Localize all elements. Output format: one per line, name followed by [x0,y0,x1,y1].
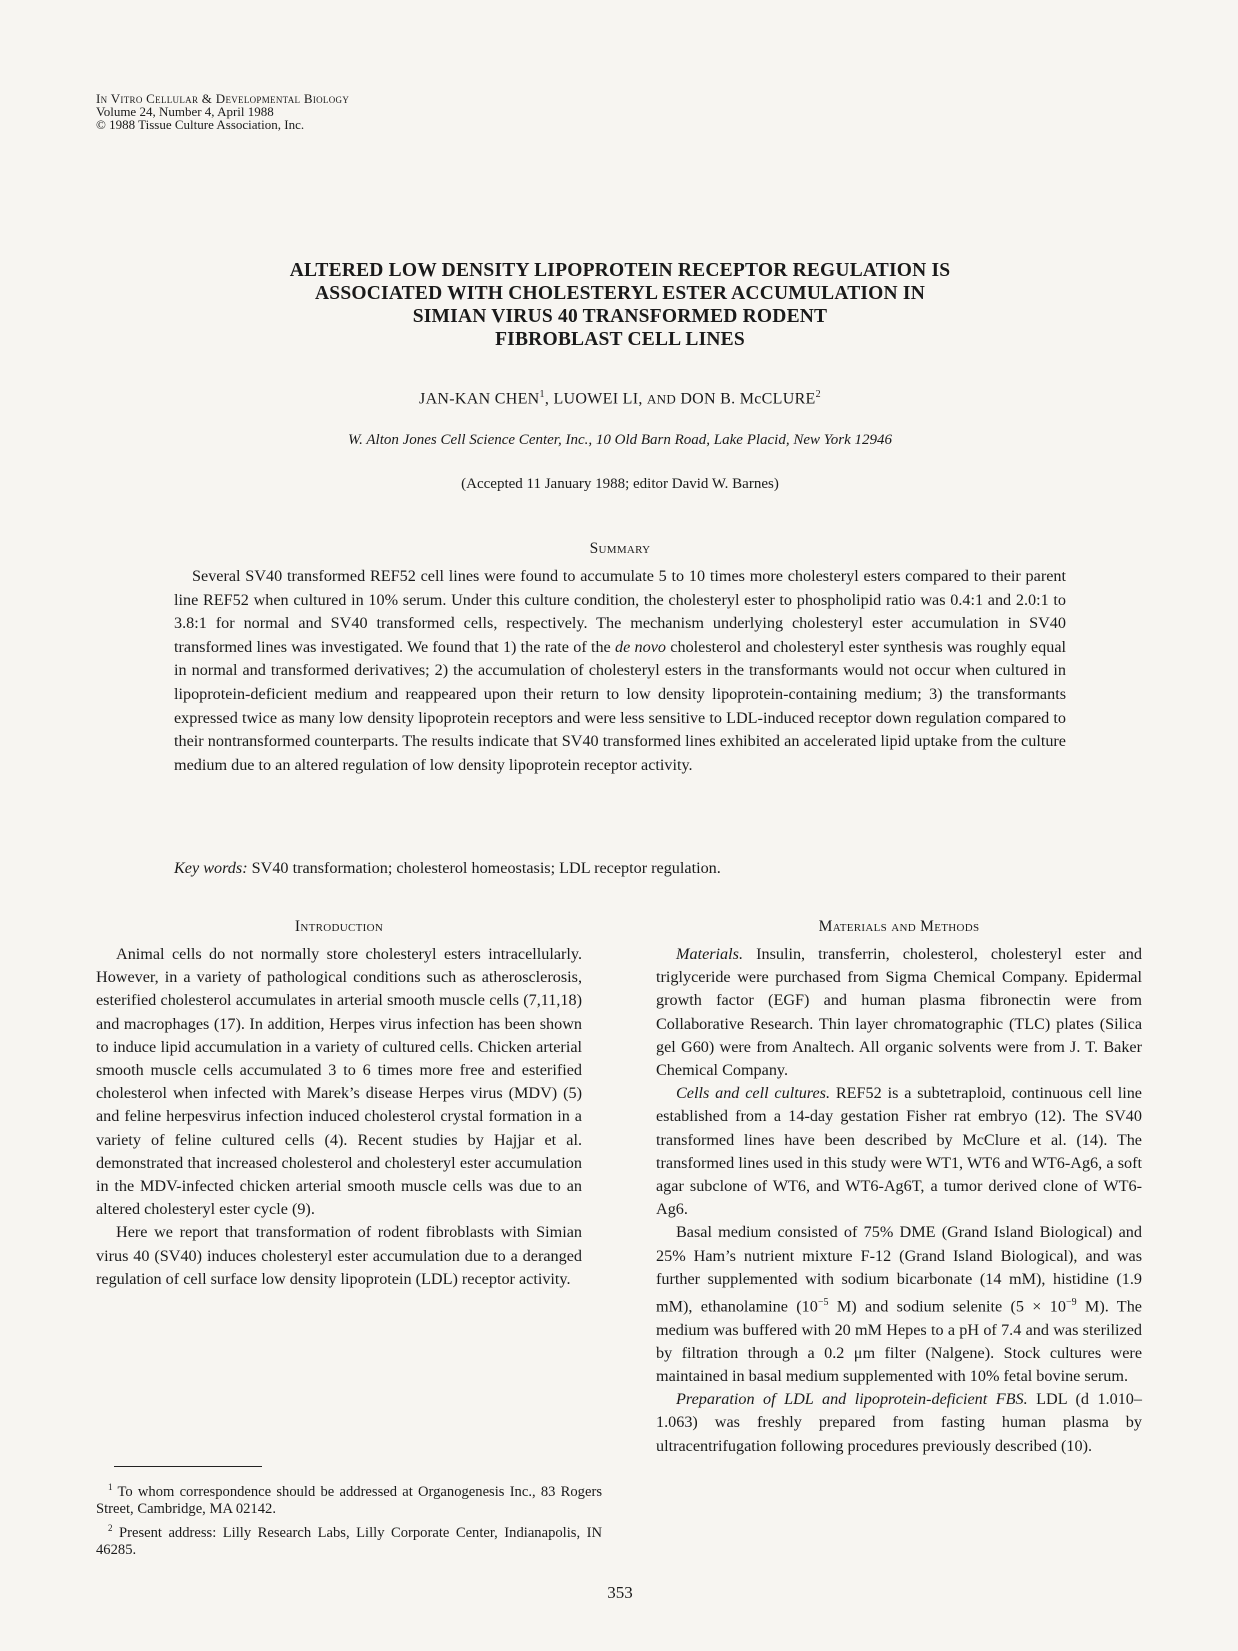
summary-text [174,565,1066,777]
cells-text: REF52 is a subtetraploid, continuous cell line established from a 14-day gestation Fisher rat embryo (12). The SV40 transformed lines have been described by McClure et al. (14). The transformed lines used in this study were WT1, WT6 and WT6-Ag6, a soft agar subclone of WT6, and WT6-Ag6T, a tumor derived clone of WT6-Ag6. [656,1084,1142,1219]
introduction-paragraph-2: Here we report that transformation of rodent fibroblasts with Simian virus 40 (SV40) induces cholesteryl ester accumulation due to a deranged regulation of cell surface low density lipoprotein (LDL) receptor activity. [96,1223,582,1288]
basal-text-b: M) and sodium selenite (5 × 10 [828,1297,1066,1316]
materials-label: Materials. [676,945,743,963]
basal-text-c: M). The medium was buffered with 20 mM Hepes to a pH of 7.4 and was sterilized by filtration through a 0.2 μm filter (Nalgene). Stock cultures were maintained in basal medium supplemented with 10% fetal bovine serum. [656,1297,1142,1386]
introduction-column [96,943,582,1291]
basal-text-a: Basal medium consisted of 75% DME (Grand Island Biological) and 25% Ham’s nutrient mixture F-12 (Grand Island Biological), and was further supplemented with sodium bicarbonate (14 mM), histidine (1.9 mM), ethanolamine (10 [656,1223,1142,1316]
journal-header [96,92,349,131]
title-line: ASSOCIATED WITH CHOLESTERYL ESTER ACCUMULATION IN [315,283,925,304]
journal-copyright: © 1988 Tissue Culture Association, Inc. [96,117,305,132]
authors-and: AND [646,391,677,407]
journal-name: In Vitro Cellular & Developmental Biology [96,91,350,106]
footnote-1 [96,1479,602,1518]
footnote-2 [96,1520,602,1559]
journal-volume: Volume 24, Number 4, April 1988 [96,104,274,119]
affiliation: W. Alton Jones Cell Science Center, Inc., 10 Old Barn Road, Lake Placid, New York 12946 [348,432,892,448]
footnotes [96,1479,602,1561]
methods-paragraph-materials [656,943,1142,1082]
footnote-2-text: Present address: Lilly Research Labs, Lilly Corporate Center, Indianapolis, IN 46285. [96,1524,602,1558]
methods-paragraph-ldl [656,1388,1142,1458]
page-number: 353 [607,1583,633,1602]
keywords-text: SV40 transformation; cholesterol homeostasis; LDL receptor regulation. [247,859,721,877]
methods-paragraph-basal-medium [656,1221,1142,1388]
ldl-text: LDL (d 1.010–1.063) was freshly prepared from fasting human plasma by ultracentrifugation following procedures previously described (10). [656,1390,1142,1455]
methods-heading: Materials and Methods [818,918,980,935]
author-li: , LUOWEI LI, [544,390,647,408]
title-line: ALTERED LOW DENSITY LIPOPROTEIN RECEPTOR REGULATION IS [289,260,951,281]
footnote-1-mark: 1 [108,1482,113,1492]
footnote-1-text: To whom correspondence should be addressed at Organogenesis Inc., 83 Rogers Street, Cambridge, MA 02142. [96,1483,602,1517]
ldl-label: Preparation of LDL and lipoprotein-deficient FBS. [676,1390,1028,1409]
summary-heading: Summary [589,540,651,557]
basal-exponent-2: −9 [1065,1297,1077,1309]
introduction-paragraph-1: Animal cells do not normally store cholesteryl esters intracellularly. However, in a variety of pathological conditions such as atherosclerosis, esterified cholesterol accumulates in arterial smooth muscle cells (7,11,18) and macrophages (17). In addition, Herpes virus infection has been shown to induce lipid accumulation in a variety of cultured cells. Chicken arterial smooth muscle cells accumulated 3 to 6 times more free and esterified cholesterol when infected with Marek’s disease Herpes virus (MDV) (5) and feline herpesvirus infection induced cholesterol crystal formation in a variety of feline cultured cells (4). Recent studies by Hajjar et al. demonstrated that increased cholesterol and cholesteryl ester accumulation in the MDV-infected chicken arterial smooth muscle cells was due to an altered cholesteryl ester cycle (9). [96,945,582,1219]
summary-part-2: cholesterol and cholesteryl ester synthesis was roughly equal in normal and transformed derivatives; 2) the accumulation of cholesteryl esters in the transformants would not occur when cultured in lipoprotein-deficient medium and reappeared upon their return to low density lipoprotein-containing medium; 3) the transformants expressed twice as many low density lipoprotein receptors and were less sensitive to LDL-induced receptor down regulation compared to their nontransformed counterparts. The results indicate that SV40 transformed lines exhibited an accelerated lipid uptake from the culture medium due to an altered regulation of low density lipoprotein receptor activity. [174,637,1067,774]
footnote-mark-2: 2 [815,389,821,400]
title-line: FIBROBLAST CELL LINES [495,329,745,350]
author-chen: JAN-KAN CHEN [419,390,540,408]
accepted-note: (Accepted 11 January 1988; editor David W. Barnes) [461,476,779,492]
footnote-mark-1: 1 [539,389,545,400]
introduction-heading: Introduction [294,918,384,935]
materials-text: Insulin, transferrin, cholesterol, cholesteryl ester and triglyceride were purchased from Sigma Chemical Company. Epidermal growth factor (EGF) and human plasma fibronectin were from Collaborative Research. Thin layer chromatographic (TLC) plates (Silica gel G60) were from Analtech. All organic solvents were from J. T. Baker Chemical Company. [656,945,1142,1080]
summary-part-1: Several SV40 transformed REF52 cell lines were found to accumulate 5 to 10 times more cholesteryl esters compared to their parent line REF52 when cultured in 10% serum. Under this culture condition, the cholesteryl ester to phospholipid ratio was 0.4:1 and 2.0:1 to 3.8:1 for normal and SV40 transformed cells, respectively. The mechanism underlying cholesteryl ester accumulation in SV40 transformed lines was investigated. We found that 1) the rate of the [174,567,1066,656]
footnote-2-mark: 2 [108,1522,113,1533]
keywords [174,859,1066,878]
methods-paragraph-cells [656,1082,1142,1221]
basal-exponent-1: −5 [817,1297,829,1309]
title-line: SIMIAN VIRUS 40 TRANSFORMED RODENT [412,306,828,327]
article-title [150,259,1090,351]
summary-italic: de novo [615,637,667,656]
cells-label: Cells and cell cultures. [676,1084,831,1103]
footnote-rule [114,1466,262,1467]
author-mcclure: DON B. McCLURE [676,390,816,408]
keywords-label: Key words: [174,859,248,877]
methods-column [656,943,1142,1458]
authors [150,389,1090,408]
